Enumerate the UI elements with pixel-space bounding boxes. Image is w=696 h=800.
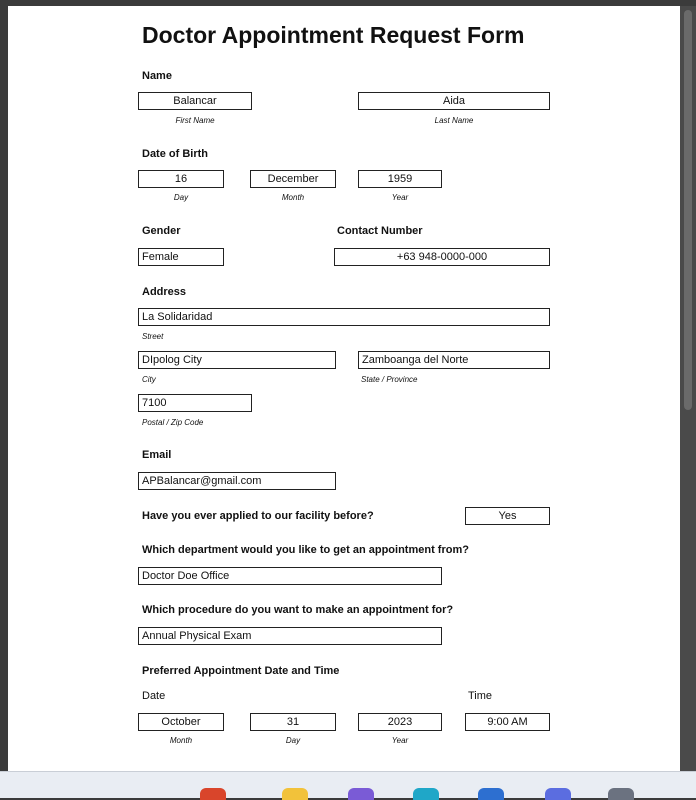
preferred-day-caption: Day xyxy=(285,736,301,745)
contact-field[interactable]: +63 948-0000-000 xyxy=(334,248,550,266)
state-caption: State / Province xyxy=(361,375,418,384)
zip-caption: Postal / Zip Code xyxy=(142,418,204,427)
pdf-page xyxy=(8,6,680,771)
last-name-field[interactable]: Aida xyxy=(358,92,550,110)
procedure-question: Which procedure do you want to make an appointment for? xyxy=(142,604,454,616)
state-field[interactable]: Zamboanga del Norte xyxy=(358,351,550,369)
dob-year-caption: Year xyxy=(391,193,409,202)
city-field[interactable]: DIpolog City xyxy=(138,351,336,369)
department-field[interactable]: Doctor Doe Office xyxy=(138,567,442,585)
store-icon[interactable] xyxy=(478,788,504,800)
address-label: Address xyxy=(142,286,187,298)
preferred-month-caption: Month xyxy=(169,736,193,745)
first-name-caption: First Name xyxy=(175,116,215,125)
folder-icon[interactable] xyxy=(282,788,308,800)
dob-month-caption: Month xyxy=(281,193,305,202)
dob-year-field[interactable]: 1959 xyxy=(358,170,442,188)
preferred-day-field[interactable]: 31 xyxy=(250,713,336,731)
zip-field[interactable]: 7100 xyxy=(138,394,252,412)
form-title: Doctor Appointment Request Form xyxy=(142,22,525,48)
dob-label: Date of Birth xyxy=(142,148,208,160)
copilot-icon[interactable] xyxy=(348,788,374,800)
preferred-month-field[interactable]: October xyxy=(138,713,224,731)
fruit-app-icon[interactable] xyxy=(200,788,226,800)
app-icon[interactable] xyxy=(545,788,571,800)
dob-day-caption: Day xyxy=(173,193,189,202)
preferred-time-field[interactable]: 9:00 AM xyxy=(465,713,550,731)
dob-day-field[interactable]: 16 xyxy=(138,170,224,188)
street-caption: Street xyxy=(142,332,164,341)
preferred-label: Preferred Appointment Date and Time xyxy=(142,665,340,677)
preferred-time-label: Time xyxy=(468,690,493,702)
applied-before-question: Have you ever applied to our facility before? xyxy=(142,510,374,522)
first-name-field[interactable]: Balancar xyxy=(138,92,252,110)
preferred-year-field[interactable]: 2023 xyxy=(358,713,442,731)
email-label: Email xyxy=(142,449,172,461)
email-field[interactable]: APBalancar@gmail.com xyxy=(138,472,336,490)
gender-field[interactable]: Female xyxy=(138,248,224,266)
edge-icon[interactable] xyxy=(413,788,439,800)
last-name-caption: Last Name xyxy=(434,116,474,125)
dob-month-field[interactable]: December xyxy=(250,170,336,188)
department-question: Which department would you like to get an appointment from? xyxy=(142,544,469,556)
preferred-date-label: Date xyxy=(142,690,166,702)
taskbar xyxy=(0,771,696,798)
scrollbar-thumb[interactable] xyxy=(684,10,692,410)
city-caption: City xyxy=(142,375,156,384)
settings-icon[interactable] xyxy=(608,788,634,800)
preferred-year-caption: Year xyxy=(391,736,409,745)
contact-label: Contact Number xyxy=(337,225,423,237)
procedure-field[interactable]: Annual Physical Exam xyxy=(138,627,442,645)
street-field[interactable]: La Solidaridad xyxy=(138,308,550,326)
gender-label: Gender xyxy=(142,225,181,237)
name-label: Name xyxy=(142,70,172,82)
applied-before-field[interactable]: Yes xyxy=(465,507,550,525)
